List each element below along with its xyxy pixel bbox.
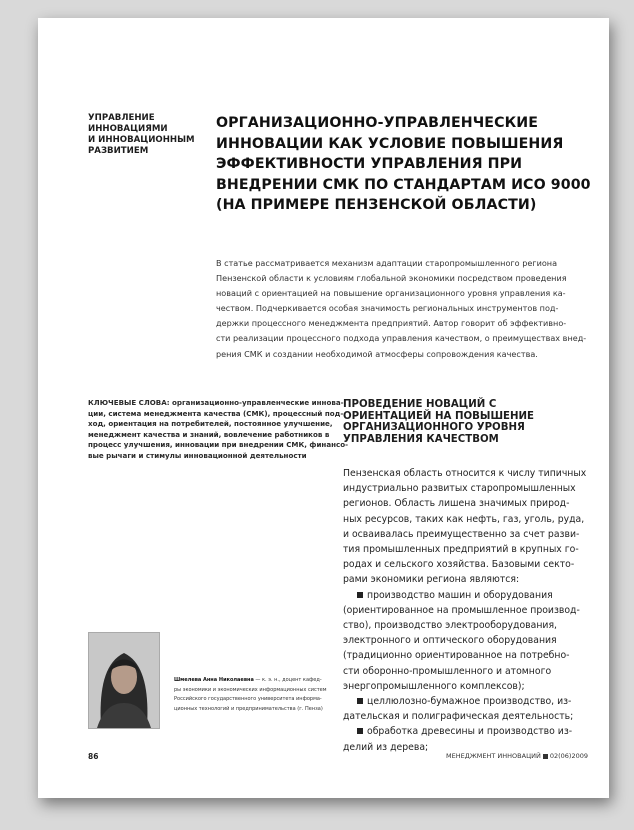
title-line: ЭФФЕКТИВНОСТИ УПРАВЛЕНИЯ ПРИ	[216, 156, 523, 172]
body-line: (ориентированное на промышленное производ-	[343, 604, 580, 616]
body-line: рами экономики региона являются:	[343, 574, 520, 586]
article-abstract	[216, 256, 587, 362]
abstract-line: новаций с ориентацией на повышение организационного уровня управления ка-	[216, 288, 566, 299]
keywords-line: вые рычаги и стимулы инновационной деятельности	[88, 450, 307, 460]
title-line: (НА ПРИМЕРЕ ПЕНЗЕНСКОЙ ОБЛАСТИ)	[216, 197, 537, 213]
journal-name: МЕНЕДЖМЕНТ ИННОВАЦИЙ	[445, 752, 541, 760]
abstract-line: держки процессного менеджмента предприятий. Автор говорит об эффективно-	[216, 318, 567, 329]
body-line: энергопромышленного комплексов);	[343, 680, 525, 692]
list-item-text: обработка древесины и производство из-	[367, 726, 573, 738]
section-heading	[343, 399, 588, 446]
journal-footer	[438, 752, 588, 760]
body-line: ство), производство электрооборудования,	[343, 620, 557, 632]
rubric-line: ИННОВАЦИЯМИ	[88, 124, 168, 134]
abstract-line: чеством. Подчеркивается особая значимость региональных инструментов под-	[216, 303, 559, 314]
author-line: ры экономики и экономических информационных систем	[174, 686, 327, 693]
abstract-line: В статье рассматривается механизм адаптации старопромышленного региона	[216, 258, 558, 268]
bullet-square-icon	[357, 698, 363, 704]
bullet-square-icon	[357, 592, 363, 598]
title-line: ОРГАНИЗАЦИОННО-УПРАВЛЕНЧЕСКИЕ	[216, 115, 539, 131]
list-item	[343, 694, 593, 709]
body-line: индустриально развитых старопромышленных	[343, 483, 576, 495]
heading-line: ОРИЕНТАЦИЕЙ НА ПОВЫШЕНИЕ	[343, 410, 535, 422]
title-line: ВНЕДРЕНИИ СМК ПО СТАНДАРТАМ ИСО 9000	[216, 176, 591, 193]
keywords-line: ход, ориентация на потребителей, постоянное улучшение,	[88, 419, 333, 429]
author-info	[174, 676, 354, 714]
author-degree: — к. э. н., доцент кафед-	[253, 677, 322, 683]
separator-square-icon	[543, 754, 548, 759]
heading-line: УПРАВЛЕНИЯ КАЧЕСТВОМ	[343, 434, 499, 446]
list-item	[343, 588, 593, 603]
body-line: (традиционно ориентированное на потребно-	[343, 650, 570, 662]
keywords-line: менеджмент качества и знаний, вовлечение работников в	[88, 429, 330, 439]
author-name: Шмелева Анна Николаевна	[174, 677, 254, 683]
body-line: электронного и оптического оборудования	[343, 635, 557, 647]
keywords-block	[88, 398, 349, 462]
author-line: ционных технологий и предпринимательства (г. Пенза)	[174, 705, 323, 712]
journal-page	[38, 18, 609, 798]
abstract-line: сти реализации процессного подхода управления качеством, о преимуществах внед-	[216, 333, 587, 344]
body-text	[343, 466, 593, 755]
author-line: Российского государственного университета информа-	[174, 696, 322, 702]
body-line: и осваивалась преимущественно за счет разви-	[343, 528, 580, 540]
journal-issue: 02(06)2009	[549, 752, 588, 760]
body-line: дательская и полиграфическая деятельность;	[343, 711, 574, 723]
author-line	[174, 676, 354, 686]
rubric-line: УПРАВЛЕНИЕ	[88, 113, 155, 123]
bullet-square-icon	[357, 728, 363, 734]
rubric-line: И ИННОВАЦИОННЫМ	[88, 135, 195, 145]
section-rubric	[88, 113, 218, 157]
keywords-line: ции, система менеджмента качества (СМК), процессный под-	[88, 408, 344, 418]
body-line: делий из дерева;	[343, 741, 429, 753]
title-line: ИННОВАЦИИ КАК УСЛОВИЕ ПОВЫШЕНИЯ	[216, 135, 564, 152]
body-line: тия промышленных предприятий в крупных го-	[343, 544, 579, 556]
rubric-line: РАЗВИТИЕМ	[88, 146, 149, 156]
author-photo	[88, 632, 160, 729]
list-item	[343, 724, 593, 739]
abstract-line: рения СМК и создании необходимой атмосферы сопровождения качества.	[216, 348, 538, 359]
keywords-line: КЛЮЧЕВЫЕ СЛОВА: организационно-управленческие иннова-	[88, 398, 344, 407]
body-line: регионов. Область лишена значимых природ-	[343, 498, 570, 510]
article-title	[216, 113, 591, 216]
body-line: Пензенская область относится к числу типичных	[343, 468, 587, 479]
list-item-text: целлюлозно-бумажное производство, из-	[367, 696, 572, 708]
abstract-line: Пензенской области к условиям глобальной экономики посредством проведения	[216, 273, 567, 284]
list-item-text: производство машин и оборудования	[367, 589, 553, 601]
body-line: родах и сельского хозяйства. Базовыми секто-	[343, 559, 575, 571]
heading-line: ОРГАНИЗАЦИОННОГО УРОВНЯ	[343, 422, 525, 434]
heading-line: ПРОВЕДЕНИЕ НОВАЦИЙ С	[343, 399, 497, 410]
body-line: сти оборонно-промышленного и атомного	[343, 665, 552, 677]
keywords-line: процесс улучшения, инновации при внедрении СМК, финансо-	[88, 440, 349, 450]
body-line: ных ресурсов, таких как нефть, газ, уголь, руда,	[343, 513, 585, 525]
page-number: 86	[88, 752, 99, 761]
